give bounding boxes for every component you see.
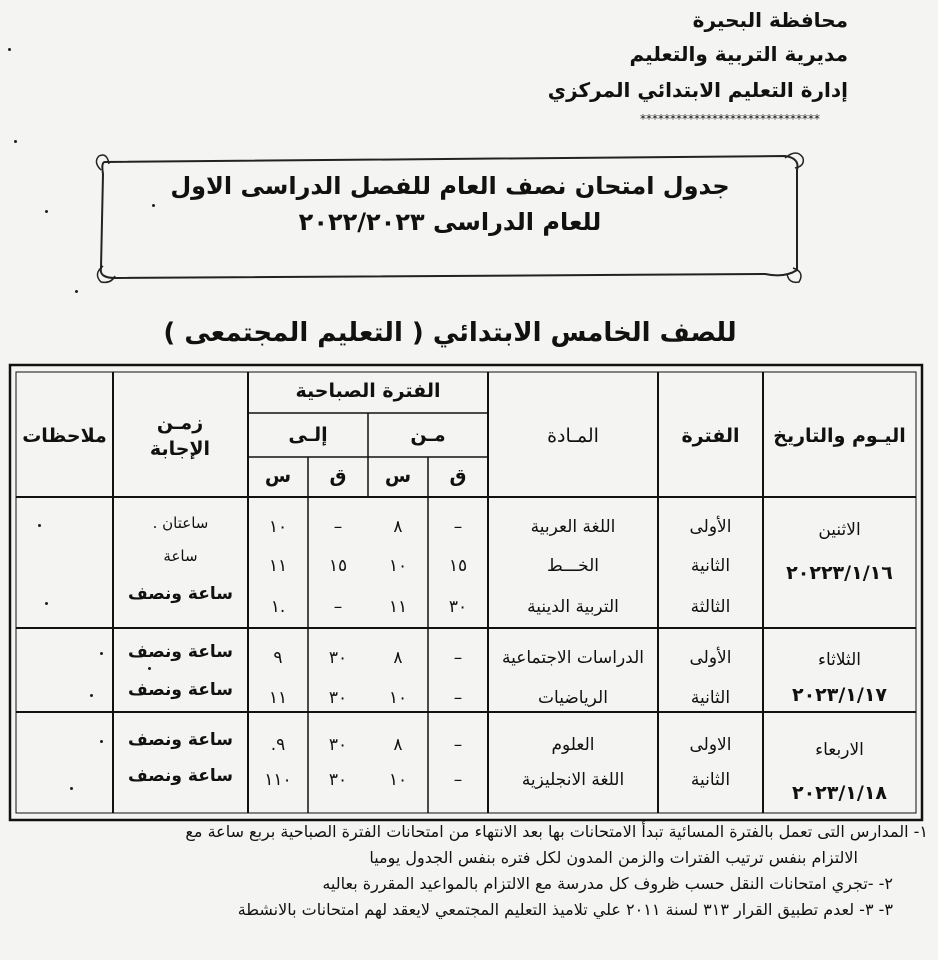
scan-dot: [45, 602, 48, 605]
from-hour-cell: ٨: [393, 648, 403, 668]
header-notes: ملاحظات: [22, 425, 107, 447]
day-monday: الاثنين: [818, 520, 861, 540]
from-hour-cell: ٨: [393, 517, 403, 537]
note-2: ٢- -تجري امتحانات النقل حسب ظروف كل مدرسة مع الالتزام بالمواعيد المقررة بعاليه: [322, 874, 893, 893]
from-minute-cell: –: [453, 648, 463, 668]
to-minute-cell: –: [333, 517, 343, 537]
subject-cell: التربية الدينية: [527, 597, 619, 617]
note-1-continued: الالتزام بنفس ترتيب الفترات والزمن المدون لكل فتره بنفس الجدول يوميا: [369, 848, 858, 867]
period-cell: الثانية: [690, 556, 731, 576]
duration-cell: ساعة ونصف: [128, 584, 233, 604]
period-cell: الاولى: [689, 735, 732, 755]
header-from-hour: س: [384, 465, 412, 487]
header-day-date: اليـوم والتاريخ: [773, 425, 906, 447]
date-monday: ٢٠٢٢٣/١/١٦: [786, 562, 893, 584]
header-from-minute: ق: [449, 465, 467, 487]
from-minute-cell: –: [453, 770, 463, 790]
subject-cell: الرياضيات: [538, 688, 608, 708]
period-cell: الثانية: [690, 770, 731, 790]
from-hour-cell: ١٠: [388, 688, 408, 708]
scan-dot: [90, 694, 93, 697]
day-tuesday: الثلاثاء: [817, 650, 862, 670]
header-to: إلـى: [288, 424, 328, 446]
day-wednesday: الاربعاء: [815, 740, 864, 760]
header-subject: المـادة: [547, 425, 599, 447]
header-answer-time: زمـن الإجابة: [149, 412, 211, 460]
subject-cell: اللغة العربية: [530, 517, 616, 537]
grade-title: للصف الخامس الابتدائي ( التعليم المجتمعى ): [163, 318, 737, 348]
to-hour-cell: ١١: [268, 556, 288, 576]
period-cell: الأولى: [689, 517, 732, 537]
to-minute-cell: ٣٠: [328, 735, 348, 755]
date-wednesday: ٢٠٢٣/١/١٨: [791, 782, 888, 804]
directorate-line: مديرية التربية والتعليم: [629, 42, 848, 66]
to-hour-cell: ١٠: [268, 517, 288, 537]
to-minute-cell: –: [333, 597, 343, 617]
scan-dot: [45, 210, 48, 213]
note-3: ٣- ٣- لعدم تطبيق القرار ٣١٣ لسنة ٢٠١١ علي تلاميذ التعليم المجتمعي لايعقد لهم امتحانات بالانشطة: [237, 900, 893, 919]
duration-cell: ساعة ونصف: [128, 766, 233, 786]
to-hour-cell: .١: [270, 597, 286, 617]
to-hour-cell: ٩: [273, 648, 283, 668]
duration-cell: ساعة ونصف: [128, 730, 233, 750]
subject-cell: الخـــط: [547, 556, 599, 576]
exam-schedule-title: جدول امتحان نصف العام للفصل الدراسى الاول: [170, 172, 730, 200]
scan-dot: [38, 524, 41, 527]
to-minute-cell: ٣٠: [328, 688, 348, 708]
duration-cell: ساعة ونصف: [128, 642, 233, 662]
period-cell: الثانية: [690, 688, 731, 708]
scan-dot: [152, 204, 155, 207]
stars-separator: ******************************: [640, 112, 820, 126]
duration-cell: ساعة ونصف: [128, 680, 233, 700]
from-minute-cell: –: [453, 517, 463, 537]
governorate-line: محافظة البحيرة: [692, 8, 848, 32]
from-minute-cell: ١٥: [448, 556, 468, 576]
scan-dot: [8, 48, 11, 51]
to-minute-cell: ١٥: [328, 556, 348, 576]
header-morning-period: الفترة الصباحية: [295, 380, 441, 402]
duration-cell: ساعة: [163, 547, 198, 565]
to-hour-cell: ١١٠: [264, 770, 292, 790]
academic-year: للعام الدراسى ٢٠٢٢/٢٠٢٣: [298, 208, 602, 236]
subject-cell: العلوم: [551, 735, 595, 755]
administration-line: إدارة التعليم الابتدائي المركزي: [547, 78, 848, 102]
period-cell: الثالثة: [690, 597, 731, 617]
header-to-hour: س: [264, 465, 292, 487]
scan-dot: [75, 290, 78, 293]
header-to-minute: ق: [329, 465, 347, 487]
from-hour-cell: ١٠: [388, 556, 408, 576]
to-minute-cell: ٣٠: [328, 648, 348, 668]
to-minute-cell: ٣٠: [328, 770, 348, 790]
from-hour-cell: ١٠: [388, 770, 408, 790]
scan-dot: [100, 740, 103, 743]
header-period: الفترة: [681, 425, 740, 447]
from-minute-cell: –: [453, 735, 463, 755]
header-from: مـن: [410, 424, 446, 446]
to-hour-cell: ٩.: [270, 735, 286, 755]
from-hour-cell: ١١: [388, 597, 408, 617]
note-1: ١- المدارس التى تعمل بالفترة المسائية تبدأ الامتحانات بها بعد الانتهاء من امتحانات الفترة الصباحية بربع ساعة مع: [185, 822, 928, 841]
from-minute-cell: –: [453, 688, 463, 708]
scan-dot: [100, 652, 103, 655]
subject-cell: الدراسات الاجتماعية: [501, 648, 645, 668]
from-hour-cell: ٨: [393, 735, 403, 755]
from-minute-cell: ٣٠: [448, 597, 468, 617]
scan-dot: [14, 140, 17, 143]
scan-dot: [148, 667, 151, 670]
to-hour-cell: ١١: [268, 688, 288, 708]
period-cell: الأولى: [689, 648, 732, 668]
scan-dot: [70, 787, 73, 790]
duration-cell: ساعتان .: [152, 514, 209, 532]
subject-cell: اللغة الانجليزية: [521, 770, 625, 790]
date-tuesday: ٢٠٢٣/١/١٧: [791, 684, 888, 706]
